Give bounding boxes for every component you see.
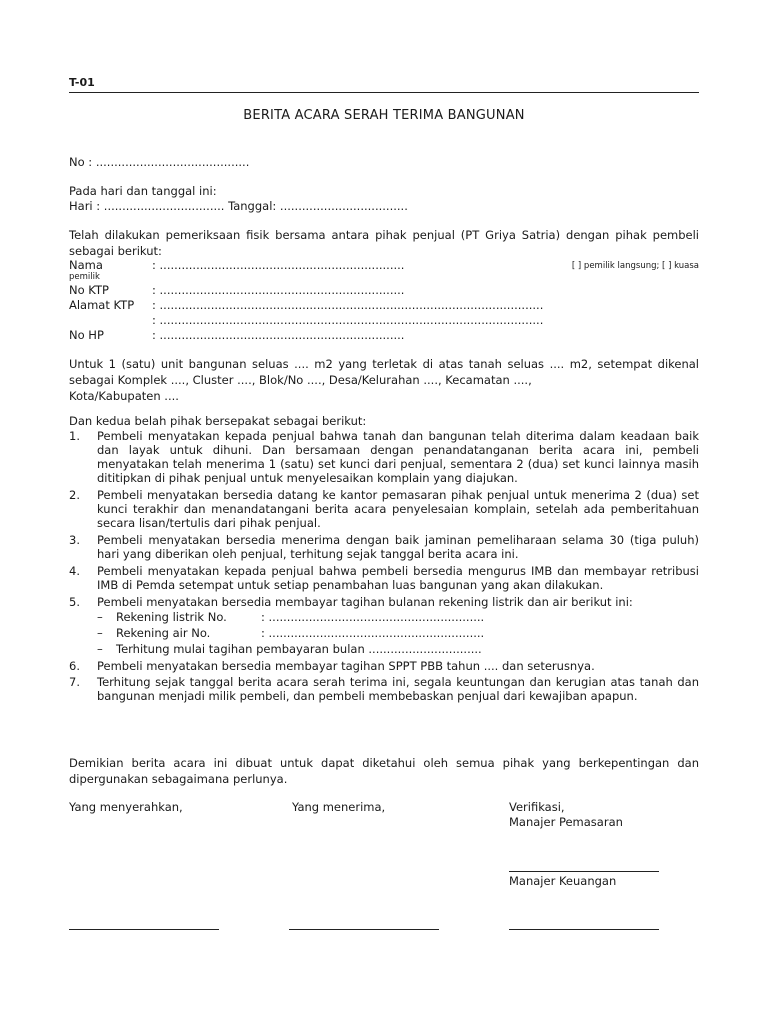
- listrik-label: Rekening listrik No.: [116, 610, 227, 624]
- item-number: 6.: [69, 659, 80, 673]
- document-code: T-01: [69, 76, 95, 89]
- item-number: 2.: [69, 488, 80, 502]
- item-number: 1.: [69, 429, 80, 443]
- item-text: Pembeli menyatakan kepada penjual bahwa pembeli bersedia mengurus IMB dan membayar retribusi IMB di Pemda setempat untuk setiap penambahan luas bangunan yang akan dilakukan.: [97, 564, 699, 592]
- hp-label: No HP: [69, 328, 104, 342]
- signature-line-menyerahkan: [69, 929, 219, 930]
- alamat-value-1: : .........................................................................................................: [152, 298, 544, 312]
- item-text: Pembeli menyatakan bersedia membayar tagihan bulanan rekening listrik dan air berikut ini:: [97, 595, 633, 609]
- list-item: [69, 564, 699, 592]
- item-text: Terhitung sejak tanggal berita acara serah terima ini, segala keuntungan dan kerugian atas tanah dan bangunan menjadi milik pembeli, dan pembeli membebaskan penjual dari kewajiban apapun.: [97, 675, 699, 703]
- nama-label: Nama: [69, 258, 103, 272]
- document-title: BERITA ACARA SERAH TERIMA BANGUNAN: [243, 108, 525, 123]
- hari-line: Hari : ................................. Tanggal: ...................................: [69, 199, 408, 213]
- unit-last-line: Kota/Kabupaten ....: [69, 389, 179, 403]
- agree-intro: Dan kedua belah pihak bersepakat sebagai berikut:: [69, 414, 367, 428]
- list-item: [69, 595, 699, 657]
- sub-item-listrik: [97, 609, 699, 625]
- dash-marker: –: [97, 642, 103, 656]
- sign-verifikasi: Verifikasi,: [509, 800, 565, 814]
- signature-line-pemasaran: [509, 871, 659, 872]
- dash-marker: –: [97, 610, 103, 624]
- nama-value: : ...................................................................: [152, 258, 405, 272]
- sign-manajer-keuangan: Manajer Keuangan: [509, 874, 617, 888]
- sign-manajer-pemasaran: Manajer Pemasaran: [509, 815, 623, 829]
- item-text: Pembeli menyatakan bersedia menerima dengan baik jaminan pemeliharaan selama 30 (tiga puluh) hari yang diberikan oleh penjual, terhitung sejak tanggal berita acara ini.: [97, 533, 699, 561]
- list-item: [69, 659, 699, 673]
- ktp-label: No KTP: [69, 283, 109, 297]
- air-value: : ...........................................................: [261, 626, 485, 640]
- item-number: 5.: [69, 595, 80, 609]
- alamat-value-2: : .........................................................................................................: [152, 313, 544, 327]
- pemilik-continued: pemilik: [69, 272, 100, 282]
- sign-menerima: Yang menerima,: [292, 800, 386, 814]
- air-label: Rekening air No.: [116, 626, 211, 640]
- item-number: 3.: [69, 533, 80, 547]
- unit-text: Untuk 1 (satu) unit bangunan seluas .... m2 yang terletak di atas tanah seluas .... m2, setempat dikenal sebagai Komplek ...., Cluster ...., Blok/No ...., Desa/Kelurahan ...., Kecamatan ....,: [69, 357, 699, 387]
- list-item: [69, 533, 699, 561]
- sub-item-tagihan: [97, 641, 699, 657]
- list-item: [69, 488, 699, 530]
- no-line: No : ..........................................: [69, 155, 250, 169]
- unit-paragraph: [69, 356, 699, 404]
- list-item: [69, 675, 699, 703]
- closing-paragraph: Demikian berita acara ini dibuat untuk dapat diketahui oleh semua pihak yang berkepentingan dan dipergunakan sebagaimana perlunya.: [69, 756, 699, 786]
- sub-item-air: [97, 625, 699, 641]
- intro-paragraph: Telah dilakukan pemeriksaan fisik bersama antara pihak penjual (PT Griya Satria) dengan pihak pembeli sebagai berikut:: [69, 228, 699, 258]
- hp-value: : ...................................................................: [152, 328, 405, 342]
- header-divider: [69, 92, 699, 93]
- pemilik-options: [ ] pemilik langsung; [ ] kuasa: [571, 261, 699, 271]
- dash-marker: –: [97, 626, 103, 640]
- item-text: Pembeli menyatakan bersedia datang ke kantor pemasaran pihak penjual untuk menerima 2 (dua) set kunci terakhir dan menandatangani berita acara penyelesaian komplain, setelah ada pemberitahuan secara lisan/tertulis dari pihak penjual.: [97, 488, 699, 530]
- signature-line-menerima: [289, 929, 439, 930]
- sign-menyerahkan: Yang menyerahkan,: [69, 800, 183, 814]
- signature-line-keuangan: [509, 929, 659, 930]
- tagihan-text: Terhitung mulai tagihan pembayaran bulan ...............................: [116, 642, 482, 656]
- list-item: [69, 429, 699, 485]
- item-number: 4.: [69, 564, 80, 578]
- item-text: Pembeli menyatakan bersedia membayar tagihan SPPT PBB tahun .... dan seterusnya.: [97, 659, 595, 673]
- alamat-label: Alamat KTP: [69, 298, 135, 312]
- listrik-value: : ...........................................................: [261, 610, 485, 624]
- item-number: 7.: [69, 675, 80, 689]
- agreement-list: [69, 429, 699, 703]
- hari-intro: Pada hari dan tanggal ini:: [69, 184, 217, 198]
- ktp-value: : ...................................................................: [152, 283, 405, 297]
- item-text: Pembeli menyatakan kepada penjual bahwa tanah dan bangunan telah diterima dalam keadaan baik dan layak untuk dihuni. Dan bersamaan dengan penandatanganan berita acara ini, pembeli menyatakan telah menerima 1 (satu) set kunci dari penjual, sementara 2 (dua) set kunci lainnya masih dititipkan di pihak penjual untuk menyelesaikan komplain yang diajukan.: [97, 429, 699, 485]
